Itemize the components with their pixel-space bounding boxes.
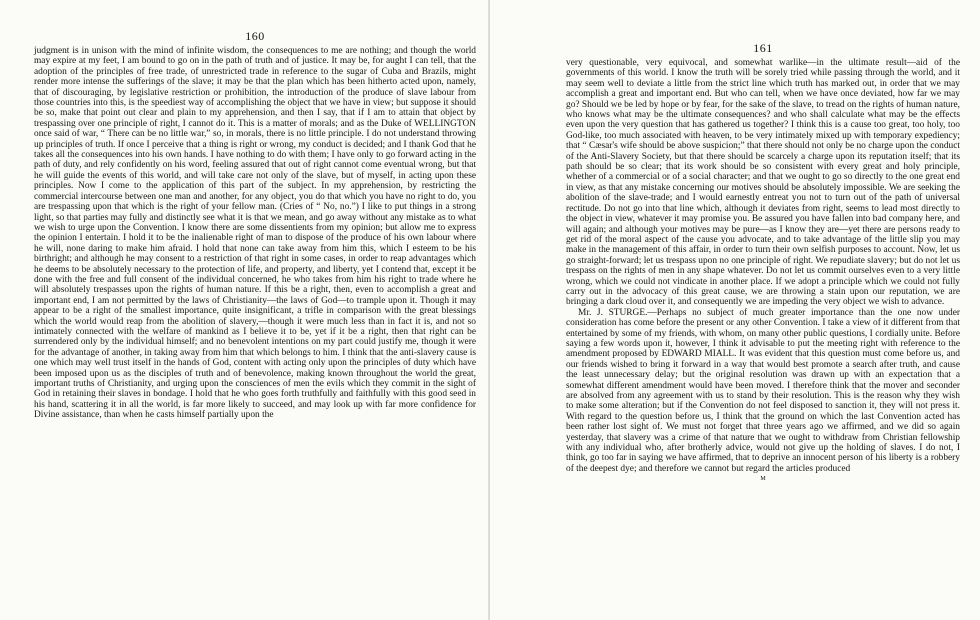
page-number: 160 (245, 29, 265, 43)
paragraph: very questionable, very equivocal, and somewhat warlike—in the ultimate result—aid of the governments of this world. I know the truth will be sorely tried while passing through the world, and it may seem well to deviate a little from the strict line which truth has marked out, in order that we may accomplish a great and important end. But who can tell, when we have once deviated, how far we may go? Should we be led by hope or by fear, for the sake of the slave, to tread on the rights of human nature, who knows what may be the ultimate consequences? and who shall calculate what may be the effects even upon the very question that has gathered us together? I think this is a cause too great, too holy, too God-like, too much associated with heaven, to be very intimately mixed up with temporary expediency; that “ Cæsar's wife should be above suspicion;” that there should not only be no charge upon the conduct of the Anti-Slavery Society, but that there should be scarcely a charge upon its reputation itself; that its path should be so clear; that its work should be so consistent with every great and holy principle, whether of a commercial or of a social character; and that we ought to go so directly to the one great end in view, as that any mistake concerning our motives should be absolutely impossible. We are seeking the abolition of the slave-trade; and I would earnestly entreat you not to turn out of the path of universal rectitude. Do not go into that line which, although it deviates from right, seems to lead most directly to the object in view, whatever it may promise you. Be assured you have fallen into bad company here, and will again; and although your motives may be pure—as I know they are—yet there are persons ready to get rid of the moral aspect of the cause you advocate, and to take advantage of the little slip you may make in the management of this affair, in order to turn their own selfish purposes to account. Now, let us go straight-forward; let us trespass upon no one principle of right. We repudiate slavery; but do not let us trespass on the rights of men in any shape whatever. Do not let us commit ourselves even to a very little wrong, which we could not vindicate in another place. If we adopt a principle which we could not fully carry out in the advocacy of this great cause, we are throwing a stain upon our reputation, we are bringing a dark cloud over it, and consequently we are impeding the very object we wish to advance. (566, 58, 960, 308)
page-body (34, 46, 476, 421)
right-page (490, 0, 980, 620)
page-number: 161 (753, 41, 773, 55)
signature-mark: M (760, 476, 766, 483)
paragraph: Mr. J. STURGE.—Perhaps no subject of much greater importance than the one now under consideration has come before the present or any other Convention. I take a view of it different from that entertained by some of my friends, with whom, on many other public questions, I cordially unite. Before saying a few words upon it, however, I think it advisable to put the meeting right with reference to the amendment proposed by EDWARD MIALL. It was evident that this question must come before us, and our friends wished to bring it forward in a way that would best promote a search after truth, and cause the least unnecessary delay; but the original resolution was drawn up with an expectation that a somewhat different amendment would have been moved. I therefore think that the mover and seconder are absolved from any agreement with us to stand by their resolution. This is the reason why they wish to make some alteration; but if the Convention do not feel disposed to sanction it, they will not press it. With regard to the question before us, I think that the ground on which the last Convention acted has been rather lost sight of. We must not forget that three years ago we affirmed, and we did so again yesterday, that slavery was a crime of that nature that we ought to withdraw from Christian fellowship with any individual who, after brotherly advice, would not give up the holding of slaves. I do not, I think, go too far in saying we have affirmed, that to deprive an innocent person of his liberty is a robbery of the deepest dye; and therefore we cannot but regard the articles produced (566, 307, 960, 474)
paragraph: judgment is in unison with the mind of infinite wisdom, the consequences to me are nothing; and though the world may expire at my feet, I am bound to go on in the path of truth and of justice. It may be, for aught I can tell, that the adoption of the principles of free trade, of unrestricted trade in reference to the sugar of Cuba and Brazils, might render more intense the sufferings of the slave; it may be that the plan which has been hitherto acted upon, namely, that of discouraging, by legislative restriction or prohibition, the introduction of the produce of slave labour from those countries into this, is the speediest way of accomplishing the object that we have in view; but suppose it should be so, make that point out clear and plain to my apprehension, and then I say, that if I am to attain that object by trespassing over one principle of right, I cannot do it. This is a matter of morals; and as the Duke of WELLINGTON once said of war, “ There can be no little war,” so, in morals, there is no little principle. I do not understand throwing up principles of truth. If once I perceive that a thing is right or wrong, my conduct is decided; and I thank God that he takes all the consequences into his own hands. I have nothing to do with them; I have only to go forward acting in the path of duty, and rely confidently on his word, feeling assured that out of right cannot come eventual wrong, but that he will guide the events of this world, and will take care not only of the slave, but of myself, in acting upon these principles. Now I come to the application of this part of the subject. In my apprehension, by restricting the commercial intercourse between one man and another, for any object, you do that which you have no right to do, you are trespassing upon that which is the right of your fellow man. (Cries of “ No, no.”) I like to put things in a strong light, so that parties may fully and distinctly see what it is that we mean, and go away without any mistake as to what we wish to urge upon the Convention. I know there are some dissentients from my opinion; but allow me to express the opinion I entertain. I hold it to be the inalienable right of man to dispose of the produce of his own labour where he will, none daring to make him afraid. I hold that none can take away from him this, which I esteem to be his birthright; and although he may consent to a restriction of that right in some cases, in order to reap advantages which he deems to be absolutely necessary to the protection of life, and property, and liberty, yet I contend that, except it be done with the free and full consent of the individual concerned, he who takes from him his right to trade where he will absolutely trespasses upon the rights of human nature. If this be a right, then, even to accomplish a great and important end, I am not permitted by the laws of Christianity—the laws of God—to trample upon it. Though it may appear to be a right of the smallest importance, quite insignificant, a trifle in comparison with the great blessings which the world would reap from the abolition of slavery,—though it were much less than in fact it is, and not so intimately connected with the welfare of mankind as I believe it to be, yet if it be a right, then that right can be surrendered only by the individual himself; and no benevolent intentions on my part could justify me, though it were for the advantage of another, in taking away from him that which belongs to him. I think that the anti-slavery cause is one which may well trust itself in the hands of God, content with acting only upon the principles of duty which have been imposed upon us as the disciples of truth and of benevolence, making known throughout the world the great, important truths of Christianity, and urging upon the consciences of men the evils which they commit in the sight of God in retaining their slaves in bondage. I hold that he who goes forth truthfully and faithfully with this good seed in his hand, scattering it in all the world, is far more likely to succeed, and may look up with far more confidence for Divine assistance, than when he casts himself partially upon the (34, 46, 476, 421)
page-body (566, 58, 960, 474)
